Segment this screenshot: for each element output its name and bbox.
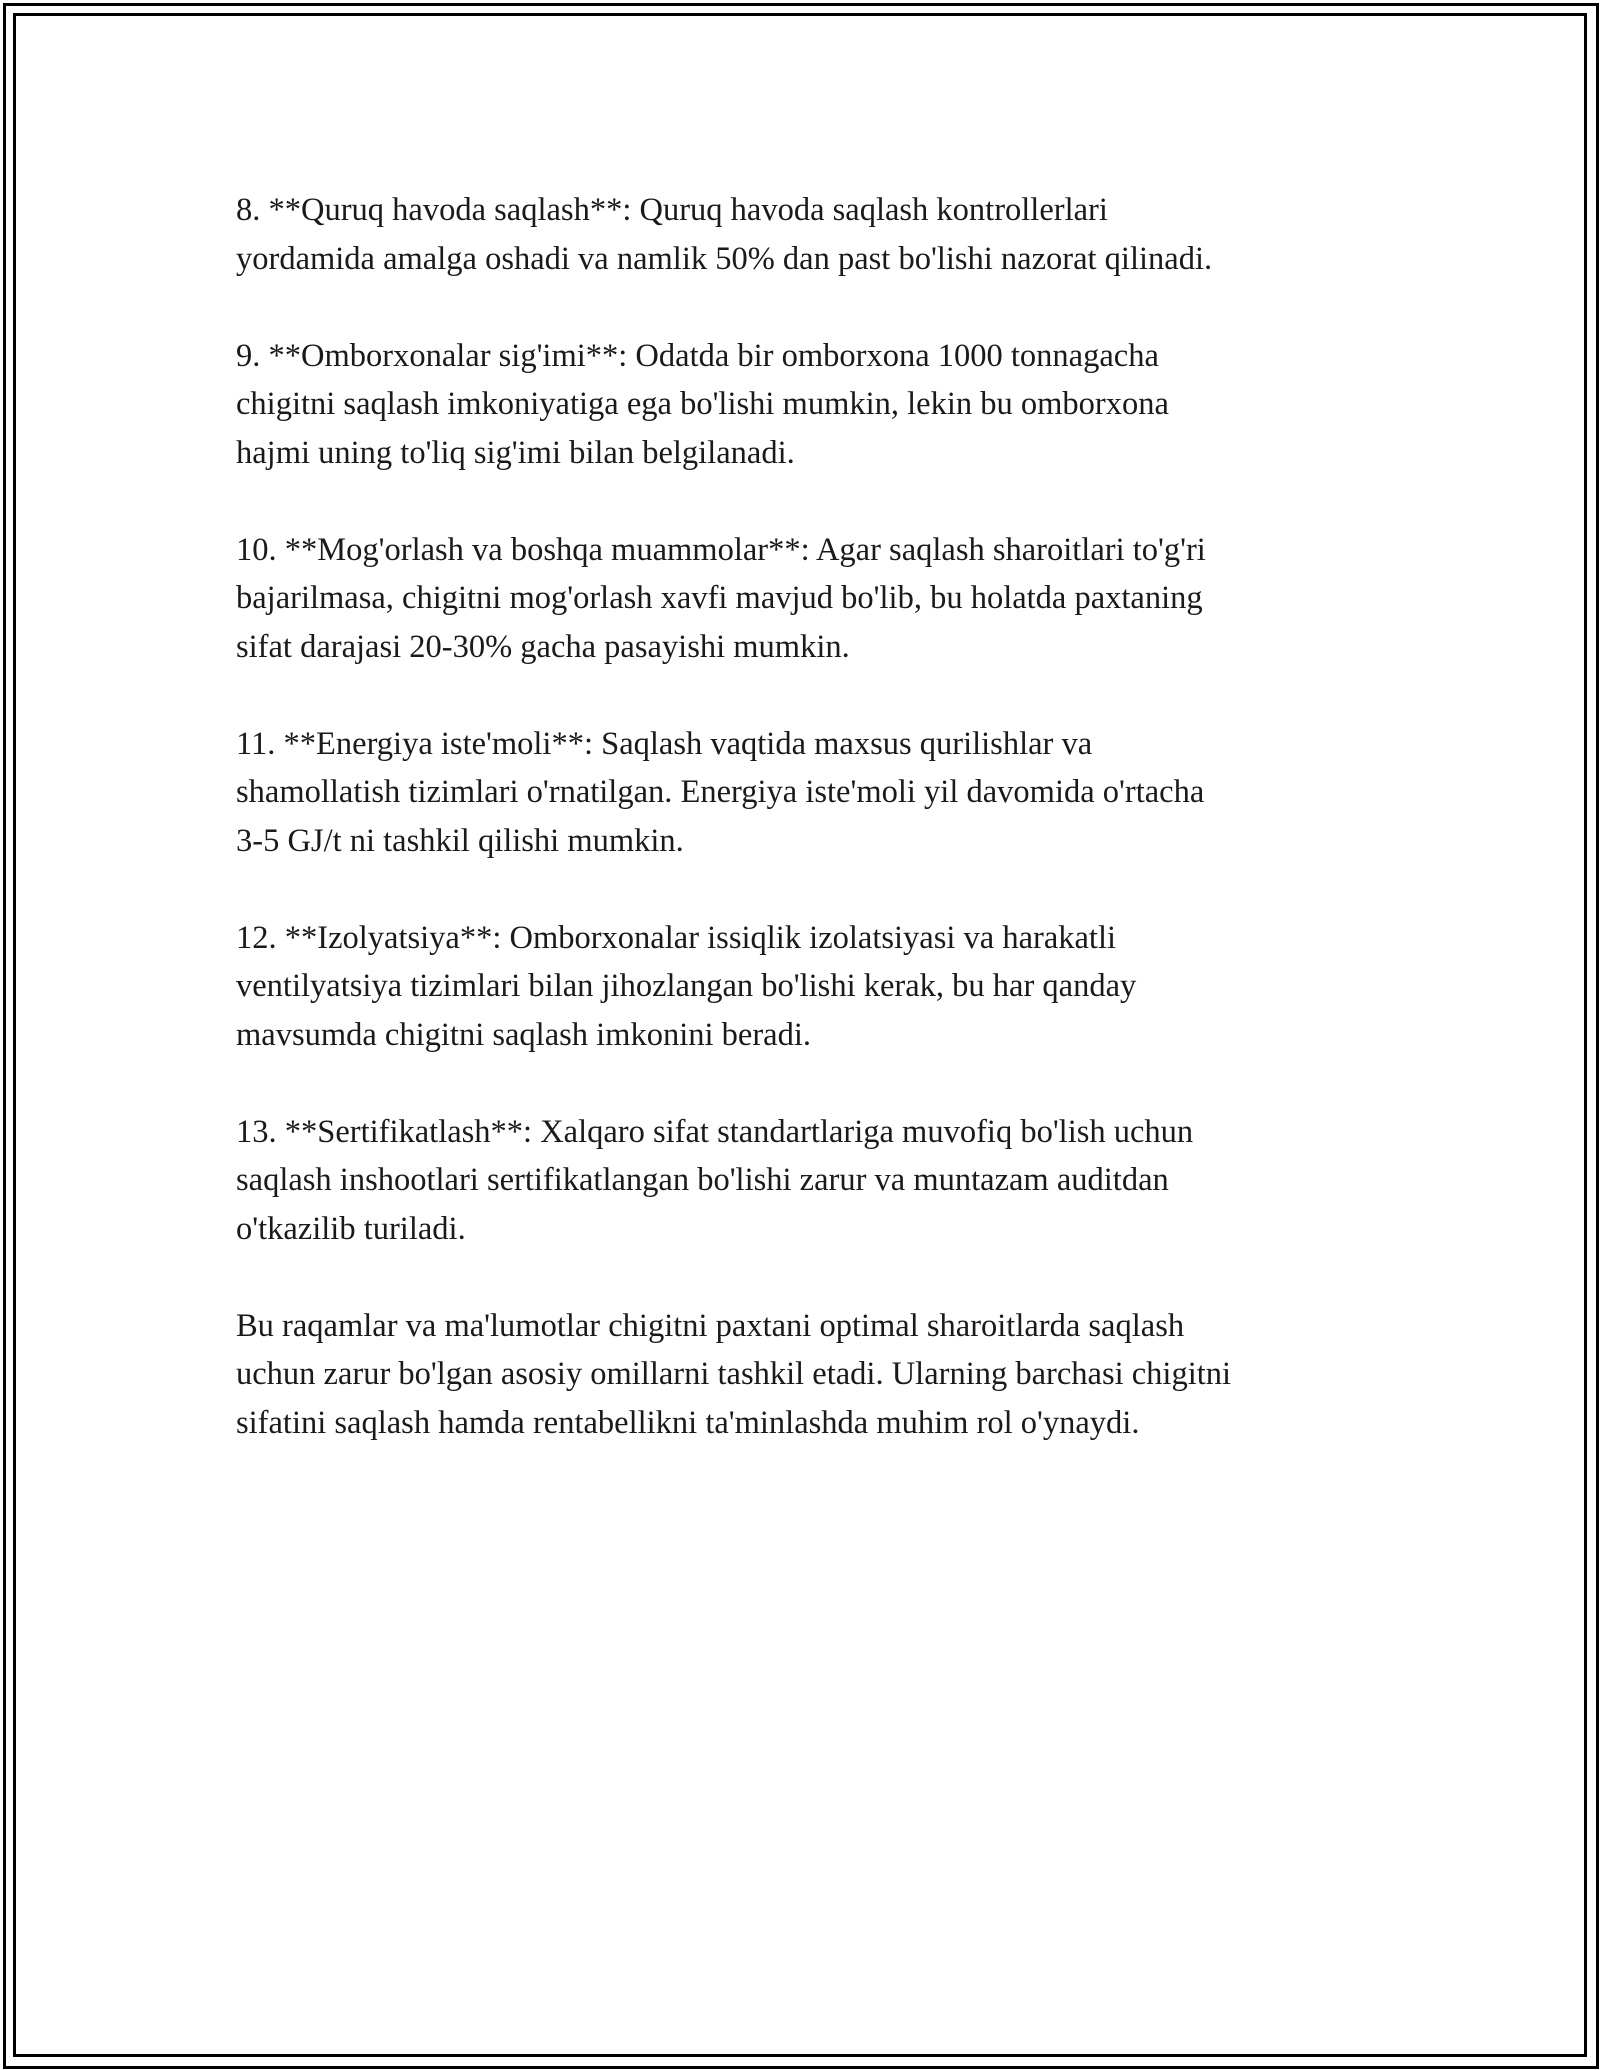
document-body bbox=[236, 186, 1376, 1496]
list-item-9-warehouse-capacity: 9. **Omborxonalar sig'imi**: Odatda bir omborxona 1000 tonnagacha chigitni saqlash imkoniyatiga ega bo'lishi mumkin, lekin bu omborxona hajmi uning to'liq sig'imi bilan belgilanadi. bbox=[236, 337, 1169, 471]
list-item-11-energy-consumption: 11. **Energiya iste'moli**: Saqlash vaqtida maxsus qurilishlar va shamollatish tizimlari o'rnatilgan. Energiya iste'moli yil davomida o'rtacha 3-5 GJ/t ni tashkil qilishi mumkin. bbox=[236, 725, 1205, 859]
list-item-8-dry-air-storage: 8. **Quruq havoda saqlash**: Quruq havoda saqlash kontrollerlari yordamida amalga oshadi va namlik 50% dan past bo'lishi nazorat qilinadi. bbox=[236, 192, 1213, 277]
list-item-12-insulation: 12. **Izolyatsiya**: Omborxonalar issiqlik izolatsiyasi va harakatli ventilyatsiya tizimlari bilan jihozlangan bo'lishi kerak, bu har qanday mavsumda chigitni saqlash imkonini beradi. bbox=[236, 919, 1137, 1053]
list-item-13-certification: 13. **Sertifikatlash**: Xalqaro sifat standartlariga muvofiq bo'lish uchun saqlash inshootlari sertifikatlangan bo'lishi zarur va muntazam auditdan o'tkazilib turiladi. bbox=[236, 1113, 1194, 1247]
conclusion-paragraph: Bu raqamlar va ma'lumotlar chigitni paxtani optimal sharoitlarda saqlash uchun zarur bo'lgan asosiy omillarni tashkil etadi. Ularning barchasi chigitni sifatini saqlash hamda rentabellikni ta'minlashda muhim rol o'ynaydi. bbox=[236, 1307, 1232, 1441]
list-item-10-mold-problems: 10. **Mog'orlash va boshqa muammolar**: Agar saqlash sharoitlari to'g'ri bajarilmasa, chigitni mog'orlash xavfi mavjud bo'lib, bu holatda paxtaning sifat darajasi 20-30% gacha pasayishi mumkin. bbox=[236, 531, 1206, 665]
